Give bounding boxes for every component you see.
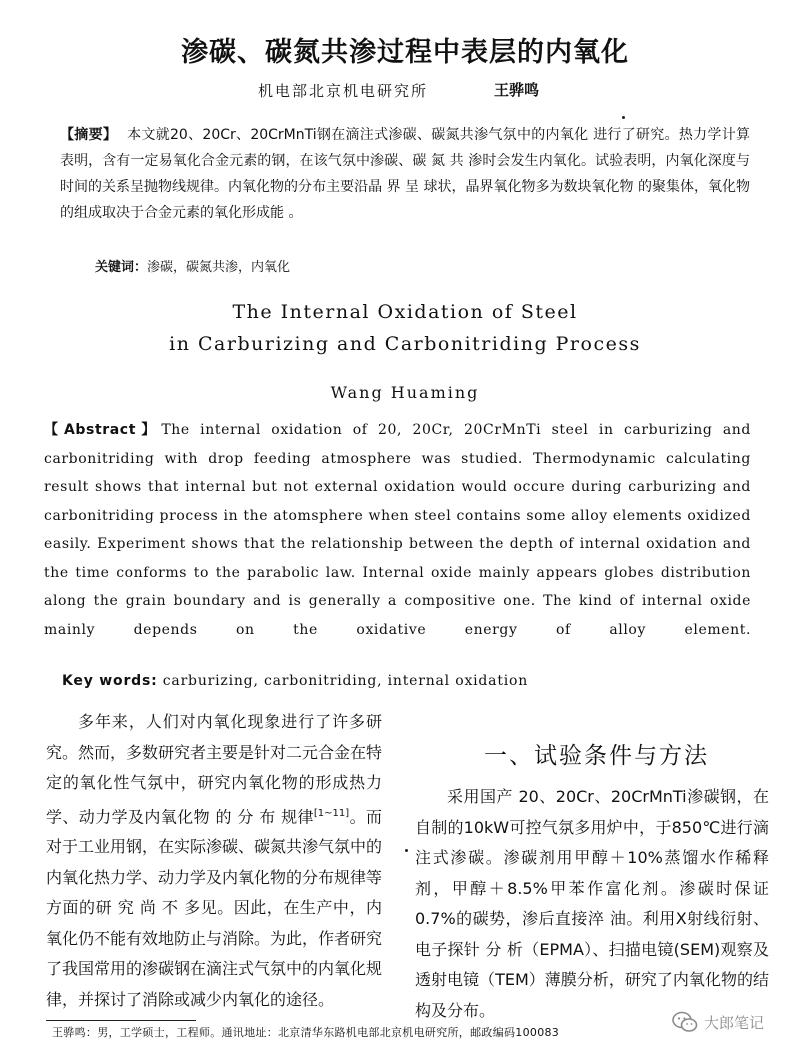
en-author: Wang Huaming — [330, 383, 480, 402]
cn-abstract-tag: 【摘要】 — [60, 127, 118, 143]
cn-author: 王骅鸣 — [494, 81, 540, 99]
cn-keywords-tag: 关键词： — [95, 260, 148, 275]
en-title-line1: The Internal Oxidation of Steel — [232, 301, 578, 323]
en-abstract-text: The internal oxidation of 20, 20Cr, 20CrMnTi steel in carburizing and carbonitriding with drop feeding atmosphere was studied. Thermodynamic calculating result shows that internal but not external oxidation would occure during carburizing and carbonitriding process in the atomsphere when steel contains some alloy elements oxidized easily. Experiment shows that the relationship between the depth of internal oxidation and the time conforms to the parabolic law. Internal oxide mainly appears globes distribution along the grain boundary and is generally a compositive one. The kind of internal oxide mainly depends on the oxidative energy of alloy element. — [44, 422, 751, 638]
section-heading: 一、试验条件与方法 — [484, 743, 709, 769]
en-keywords-tag: Key words: — [62, 673, 158, 689]
intro-text-1: 多年来，人们对内氧化现象进行了许多研究。然而，多数研究者主要是针对二元合金在特定的氧化性气氛中，研究内氧化物的形成热力学、动力学及内氧化物 的 分 布 规律 — [46, 712, 383, 826]
speck — [405, 849, 408, 852]
intro-text-2: 。而对于工业用钢，在实际渗碳、碳氮共渗气氛中的内氧化热力学、动力学及内氧化物的分布规律等方面的研 究 尚 不 多见。因此，在生产中，内氧化仍不能有效地防止与消除。为此，作者研究了我国常用的渗碳钢在滴注式气氛中的内氧化规律，并探讨了消除或减少内氧化的途径。 — [46, 806, 383, 1009]
cn-affiliation: 机电部北京机电研究所 — [258, 82, 429, 100]
cn-abstract-text: 本文就20、20Cr、20CrMnTi钢在滴注式渗碳、碳氮共渗气氛中的内氧化 进行了研究。热力学计算表明，含有一定易氧化合金元素的钢，在该气氛中渗碳、碳 氮 共 渗时会发生内氧化。试验表明，内氧化深度与时间的关系呈抛物线规律。内氧化物的分布主要沿晶 界 呈 球状，晶界氧化物多为数块氧化物 的聚集体，氧化物的组成取决于合金元素的氧化形成能 。 — [60, 127, 751, 221]
cn-keywords-text: 渗碳，碳氮共渗，内氧化 — [147, 260, 291, 275]
cn-keywords — [95, 256, 290, 275]
footnote-rule — [46, 1020, 196, 1021]
en-abstract — [44, 416, 751, 644]
intro-ref: [1~11] — [313, 807, 350, 819]
cn-title: 渗碳、碳氮共渗过程中表层的内氧化 — [181, 37, 629, 68]
intro-paragraph — [46, 707, 382, 1015]
wechat-icon — [672, 1011, 698, 1033]
cn-abstract — [60, 122, 750, 226]
speck — [622, 116, 625, 119]
footnote: 王骅鸣：男，工学硕士，工程师。通讯地址：北京清华东路机电部北京机电研究所，邮政编码100083 — [52, 1026, 560, 1039]
section-paragraph: 采用国产 20、20Cr、20CrMnTi渗碳钢，在自制的10kW可控气氛多用炉中，于850℃进行滴注式渗碳。渗碳剂用甲醇＋10%蒸馏水作稀释剂，甲醇＋8.5%甲苯作富化剂。渗碳时保证 0.7%的碳势，渗后直接淬 油。利用X射线衍射、电子探针 分 析（EPMA）、扫描电镜(SEM)观察及透射电镜（TEM）薄膜分析，研究了内氧化物的结构及分布。 — [415, 787, 769, 1020]
en-title-line2: in Carburizing and Carbonitriding Process — [169, 333, 641, 355]
watermark-text: 大郎笔记 — [704, 1013, 765, 1032]
watermark — [672, 1011, 764, 1033]
en-keywords — [62, 673, 528, 689]
en-keywords-text: carburizing, carbonitriding, internal oxidation — [162, 673, 529, 689]
en-abstract-tag: 【Abstract】 — [44, 422, 162, 438]
